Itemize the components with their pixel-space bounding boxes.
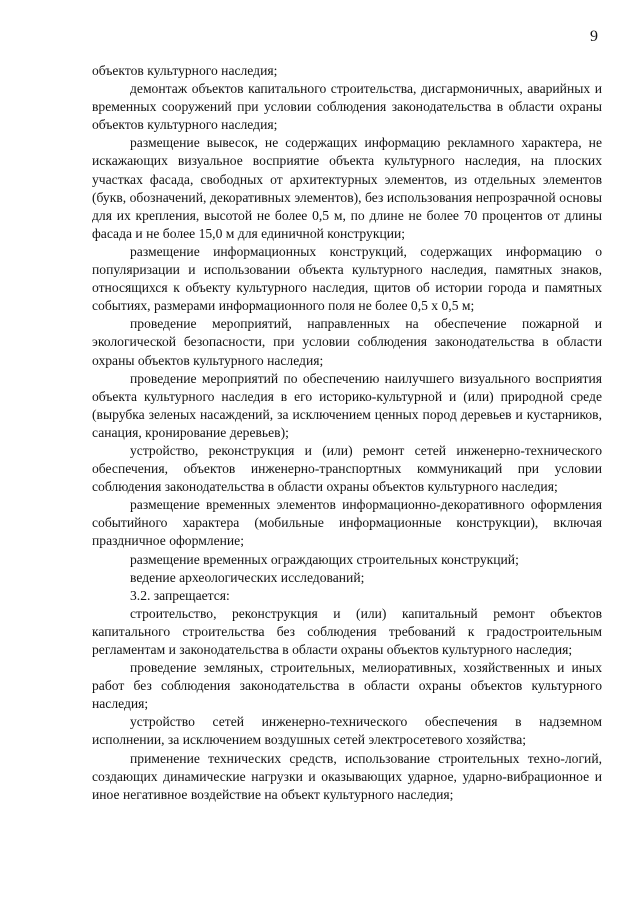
- paragraph: размещение временных ограждающих строительных конструкций;: [130, 551, 519, 567]
- paragraph: устройство сетей инженерно-технического обеспечения в надземном исполнении, за исключением воздушных сетей электросетевого хозяйства;: [92, 714, 602, 748]
- document-body: [92, 62, 602, 804]
- paragraph: проведение мероприятий по обеспечению наилучшего визуального восприятия объекта культурного наследия в его историко-культурной и (или) природной среде (вырубка зеленых насаждений, за исключением ценных пород деревьев и кустарников, санация, кронирование деревьев);: [92, 370, 602, 440]
- paragraph: размещение вывесок, не содержащих информацию рекламного характера, не искажающих визуальное восприятие объекта культурного наследия, на плоских участках фасада, свободных от архитектурных элементов, из отдельных элементов (букв, обозначений, декоративных элементов), без использования непрозрачной основы для их крепления, высотой не более 0,5 м, по длине не более 70 процентов от длины фасада и не более 15,0 м для единичной конструкции;: [92, 135, 602, 241]
- paragraph: применение технических средств, использование строительных техно-логий, создающих динамические нагрузки и оказывающих ударное, ударно-вибрационное и иное негативное воздействие на объект культурного наследия;: [92, 750, 602, 802]
- paragraph: проведение мероприятий, направленных на обеспечение пожарной и экологической безопасности, при условии соблюдения законодательства в области охраны объектов культурного наследия;: [92, 316, 602, 368]
- page-number: 9: [590, 28, 598, 45]
- paragraph: размещение информационных конструкций, содержащих информацию о популяризации и использовании объекта культурного наследия, памятных знаков, относящихся к объекту культурного наследия, щитов об истории города и памятных событиях, размерами информационного поля не более 0,5 х 0,5 м;: [92, 243, 602, 314]
- paragraph: ведение археологических исследований;: [130, 569, 365, 585]
- section-heading: 3.2. запрещается:: [130, 587, 230, 603]
- paragraph: демонтаж объектов капитального строительства, дисгармоничных, аварийных и временных сооружений при условии соблюдения законодательства в области охраны объектов культурного наследия;: [92, 81, 602, 133]
- paragraph: объектов культурного наследия;: [92, 63, 278, 78]
- paragraph: устройство, реконструкция и (или) ремонт сетей инженерно-технического обеспечения, объектов инженерно-транспортных коммуникаций при условии соблюдения законодательства в области охраны объектов культурного наследия;: [92, 442, 602, 495]
- paragraph: строительство, реконструкция и (или) капитальный ремонт объектов капитального строительства без соблюдения требований к градостроительным регламентам и законодательства в области охраны объектов культурного наследия;: [92, 605, 602, 657]
- paragraph: проведение земляных, строительных, мелиоративных, хозяйственных и иных работ без соблюдения законодательства в области охраны объектов культурного наследия;: [92, 660, 602, 712]
- paragraph: размещение временных элементов информационно-декоративного оформления событийного характера (мобильные информационные конструкции), включая праздничное оформление;: [92, 497, 602, 549]
